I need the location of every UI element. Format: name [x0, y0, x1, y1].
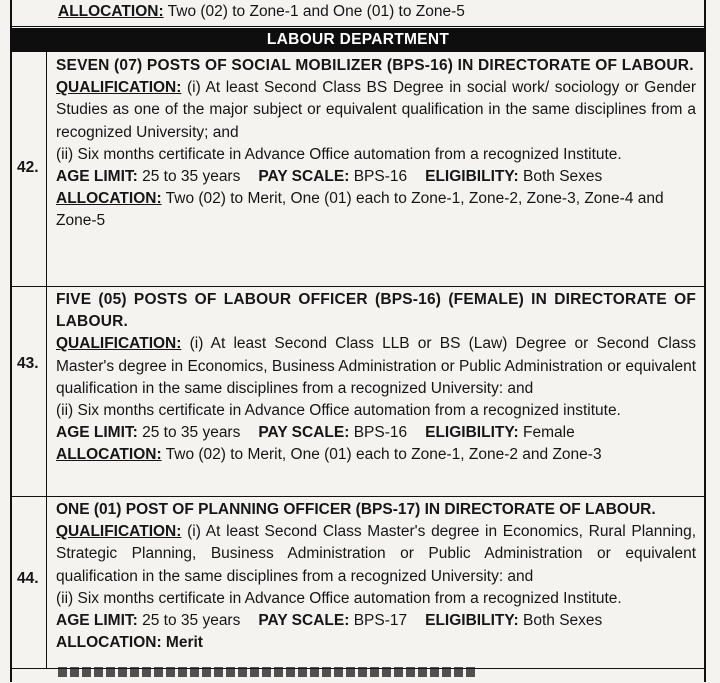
- qualification-label: QUALIFICATION:: [56, 335, 182, 353]
- age-pay-eligibility-line: [56, 610, 696, 632]
- qualification-text: [56, 521, 696, 588]
- department-header: LABOUR DEPARTMENT: [10, 28, 706, 52]
- age-pay-eligibility-line: [56, 166, 696, 188]
- entry-number: 42.: [17, 159, 39, 176]
- previous-entry-allocation-row: [10, 0, 706, 27]
- allocation-label: ALLOCATION:: [56, 446, 162, 464]
- eligibility-value: Female: [518, 424, 575, 442]
- post-title: FIVE (05) POSTS OF LABOUR OFFICER (BPS-16) (FEMALE) IN DIRECTORATE OF LABOUR.: [56, 291, 696, 331]
- allocation-text: [56, 632, 696, 654]
- qualification-part-ii: (ii) Six months certificate in Advance Office automation from a recognized Institute.: [56, 589, 622, 607]
- entry-body: [56, 289, 696, 467]
- age-limit-label: AGE LIMIT:: [56, 612, 138, 630]
- pay-scale-label: PAY SCALE:: [258, 612, 350, 630]
- eligibility-value: Both Sexes: [518, 168, 603, 186]
- age-limit-value: 25 to 35 years: [137, 424, 241, 442]
- age-limit-value: 25 to 35 years: [137, 168, 241, 186]
- pay-scale-value: BPS-17: [349, 612, 408, 630]
- age-limit-label: AGE LIMIT:: [56, 168, 138, 186]
- pay-scale-value: BPS-16: [349, 424, 408, 442]
- cut-off-text-fragment: [58, 667, 478, 677]
- qualification-part-i: (i) At least Second Class Master's degree in Economics, Rural Planning, Strategic Planning, Business Administration or Public Administration or equivalent qualification in the same disciplines from a recognized University: and: [56, 523, 696, 585]
- eligibility-label: ELIGIBILITY:: [425, 612, 519, 630]
- job-entry-43: [10, 286, 706, 497]
- number-column: [10, 52, 47, 286]
- allocation-value: Merit: [161, 634, 203, 652]
- qualification-part-ii: (ii) Six months certificate in Advance Office automation from a recognized institute.: [56, 402, 621, 420]
- number-column: [10, 286, 47, 496]
- allocation-label: ALLOCATION:: [58, 3, 164, 20]
- age-limit-value: 25 to 35 years: [137, 612, 241, 630]
- pay-scale-value: BPS-16: [349, 168, 408, 186]
- next-entry-cut-off: [10, 668, 706, 683]
- entry-body: [56, 499, 696, 654]
- entry-body: [56, 55, 696, 233]
- allocation-label: ALLOCATION:: [56, 634, 162, 652]
- qualification-text: [56, 77, 696, 144]
- qualification-label: QUALIFICATION:: [56, 523, 182, 541]
- qualification-label: QUALIFICATION:: [56, 79, 182, 97]
- entry-number: 44.: [17, 570, 39, 587]
- entry-number: 43.: [17, 355, 39, 372]
- eligibility-value: Both Sexes: [518, 612, 603, 630]
- pay-scale-label: PAY SCALE:: [258, 168, 350, 186]
- pay-scale-label: PAY SCALE:: [258, 424, 350, 442]
- age-limit-label: AGE LIMIT:: [56, 424, 138, 442]
- qualification-part-i: (i) At least Second Class LLB or BS (Law) Degree or Second Class Master's degree in Economics, Business Administration or Public Administration or equivalent qualification in the same disciplines from a recognized University: and: [56, 335, 696, 397]
- allocation-text: [56, 444, 696, 466]
- post-title: ONE (01) POST OF PLANNING OFFICER (BPS-17) IN DIRECTORATE OF LABOUR.: [56, 501, 656, 518]
- allocation-text: Two (02) to Zone-1 and One (01) to Zone-5: [163, 3, 465, 20]
- qualification-text: [56, 333, 696, 400]
- eligibility-label: ELIGIBILITY:: [425, 168, 519, 186]
- allocation-text: [56, 188, 696, 232]
- job-entry-44: [10, 496, 706, 669]
- age-pay-eligibility-line: [56, 422, 696, 444]
- allocation-label: ALLOCATION:: [56, 190, 162, 208]
- allocation-value: Two (02) to Merit, One (01) each to Zone-1, Zone-2, Zone-3, Zone-4 and Zone-5: [56, 190, 664, 230]
- eligibility-label: ELIGIBILITY:: [425, 424, 519, 442]
- number-column: [10, 496, 47, 668]
- post-title: SEVEN (07) POSTS OF SOCIAL MOBILIZER (BPS-16) IN DIRECTORATE OF LABOUR.: [56, 57, 694, 74]
- previous-allocation-line: [58, 3, 465, 21]
- job-entry-42: [10, 52, 706, 287]
- qualification-part-i: (i) At least Second Class BS Degree in social work/ sociology or Gender Studies as one of the major subject or equivalent qualification in the same disciplines from a recognized University; and: [56, 79, 696, 141]
- allocation-value: Two (02) to Merit, One (01) each to Zone-1, Zone-2 and Zone-3: [161, 446, 602, 464]
- qualification-part-ii: (ii) Six months certificate in Advance Office automation from a recognized Institute.: [56, 145, 622, 163]
